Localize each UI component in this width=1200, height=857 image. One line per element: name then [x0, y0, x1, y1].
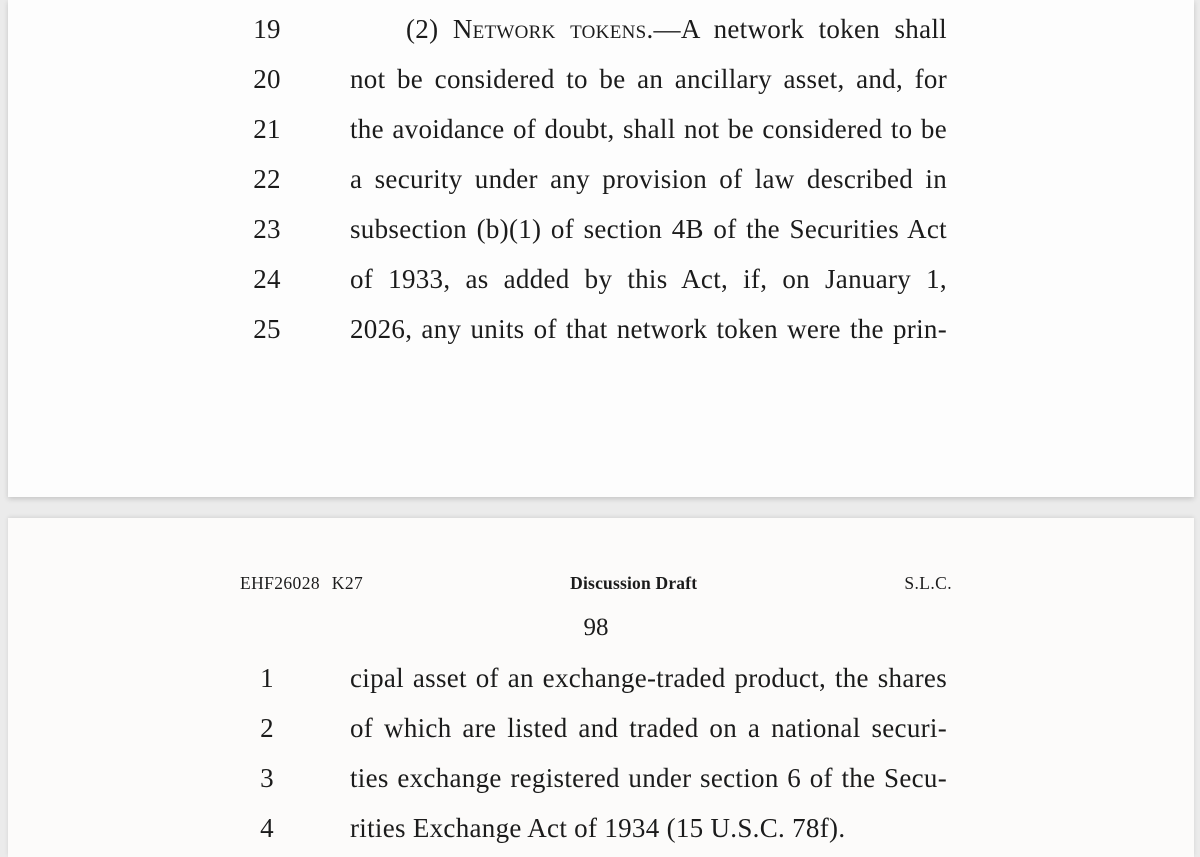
document-line	[250, 204, 953, 254]
document-line	[250, 803, 953, 853]
document-line	[250, 154, 953, 204]
document-line	[250, 254, 953, 304]
document-line	[250, 104, 953, 154]
line-number: 23	[253, 214, 281, 244]
page-number: 98	[583, 614, 609, 641]
line-text: ties exchange registered under section 6 of the Secu-	[350, 763, 947, 793]
document-line	[250, 703, 953, 753]
line-text: cipal asset of an exchange-traded product, the shares	[350, 663, 947, 693]
line-number: 3	[260, 763, 274, 793]
line-number: 25	[253, 314, 281, 344]
line-text: rities Exchange Act of 1934 (15 U.S.C. 78f).	[350, 813, 846, 843]
document-line	[250, 653, 953, 703]
line-text: the avoidance of doubt, shall not be considered to be	[350, 114, 947, 144]
line-text: not be considered to be an ancillary asset, and, for	[350, 64, 947, 94]
office-code: S.L.C.	[904, 573, 952, 593]
line-text	[350, 4, 947, 54]
line-number: 20	[253, 64, 281, 94]
line-text: subsection (b)(1) of section 4B of the Securities Act	[350, 214, 947, 244]
document-line	[250, 753, 953, 803]
line-number: 22	[253, 164, 281, 194]
clause-prefix: (2)	[406, 14, 453, 44]
page-header	[240, 573, 952, 594]
draft-code: EHF26028 K27	[240, 573, 364, 593]
clause-heading-smallcaps: Network tokens.	[452, 14, 654, 44]
line-number: 1	[260, 663, 274, 693]
document-line	[250, 54, 953, 104]
document-line	[250, 304, 953, 354]
line-text: a security under any provision of law described in	[350, 164, 947, 194]
clause-rest: —A network token shall	[653, 14, 947, 44]
line-text: of 1933, as added by this Act, if, on January 1,	[350, 264, 947, 294]
line-number: 4	[260, 813, 274, 843]
line-number: 21	[253, 114, 281, 144]
document-line	[250, 4, 953, 54]
page-98	[8, 518, 1194, 857]
line-text: 2026, any units of that network token were the prin-	[350, 314, 947, 344]
page-98-text-block	[250, 653, 953, 853]
line-number: 2	[260, 713, 274, 743]
draft-title: Discussion Draft	[570, 573, 698, 593]
line-number: 24	[253, 264, 281, 294]
page-previous-text-block	[250, 4, 953, 354]
line-number: 19	[253, 14, 281, 44]
line-text: of which are listed and traded on a national securi-	[350, 713, 947, 743]
page-previous	[8, 0, 1194, 497]
